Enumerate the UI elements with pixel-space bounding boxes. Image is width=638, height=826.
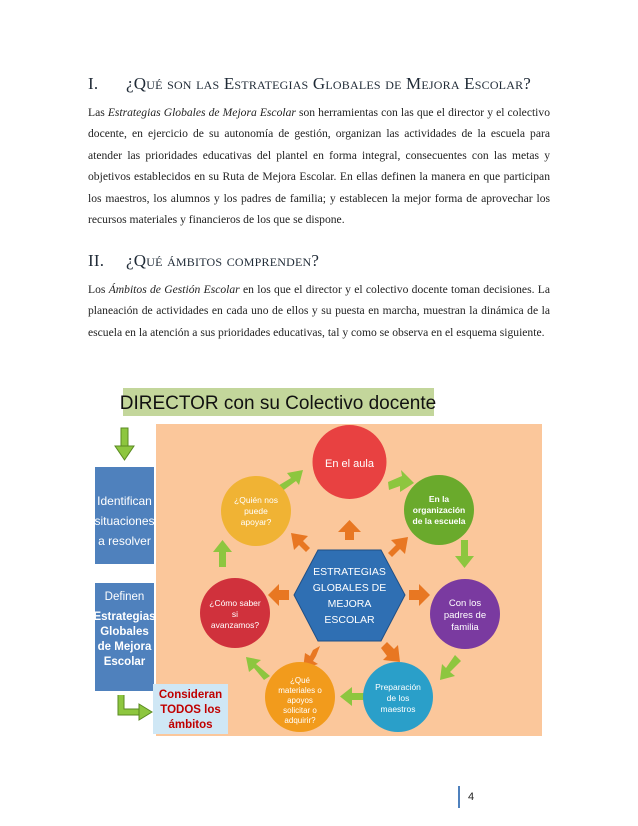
center-line-2: GLOBALES DE: [312, 582, 387, 594]
section-title-2: ¿Qué ámbitos comprenden?: [126, 251, 320, 270]
define-bold-4: Escolar: [103, 656, 146, 668]
center-line-3: MEJORA: [327, 598, 372, 610]
node-maestros: [363, 662, 433, 732]
node-en-el-aula: [313, 425, 387, 499]
para1-italic: Estrategias Globales de Mejora Escolar: [107, 106, 296, 119]
node-org-line-2: organización: [412, 505, 466, 515]
para2-post: en los que el director y el colectivo docente toman decisiones. La planeación de actividades en cada uno de ellos y su puesta en marcha, muestran la dinámica de la escuela en la atención a sus prioridades educativas, tal y como se observa en el esquema siguiente.: [88, 283, 551, 339]
node-padres: [430, 579, 500, 649]
node-padres-line-2: padres de: [443, 610, 487, 621]
para2-pre: Los: [88, 283, 109, 296]
node-avanzamos-line-1: ¿Cómo saber: [209, 598, 261, 608]
para2-italic: Ámbitos de Gestión Escolar: [108, 283, 240, 296]
top-banner-text: DIRECTOR con su Colectivo docente: [119, 393, 437, 414]
center-hexagon: [294, 550, 405, 641]
consider-line-1: Consideran: [158, 689, 223, 701]
define-bold-2: Globales: [100, 626, 149, 638]
node-materiales-line-1: ¿Qué: [289, 676, 311, 685]
section-number-2: II.: [88, 251, 105, 270]
node-org-line-1: En la: [428, 494, 450, 504]
down-arrow-icon: [115, 428, 134, 460]
section-title-1: ¿Qué son las Estrategias Globales de Mejora Escolar?: [126, 74, 532, 93]
define-bold-1: Estrategias: [93, 611, 156, 623]
center-line-1: ESTRATEGIAS: [313, 566, 386, 578]
node-org-line-3: de la escuela: [412, 516, 466, 526]
node-padres-line-1: Con los: [448, 598, 482, 609]
para1-post: son herramientas con las que el director y el colectivo docente, en ejercicio de su autonomía de gestión, organizan las actividades de la escuela para atender las prioridades educativas del plantel en forma integral, consecuentes con las metas y objetivos establecidos en su Ruta de Mejora Escolar. En ellas definen la manera en que participan los maestros, los alumnos y los padres de familia; y establecen la mejor forma de aprovechar los recursos materiales y financieros de los que se dispone.: [88, 106, 550, 227]
section-number-1: I.: [88, 74, 99, 93]
para1-pre: Las: [88, 106, 108, 119]
node-avanzamos: [200, 578, 270, 648]
consider-line-2: TODOS los: [160, 704, 221, 716]
node-maestros-line-1: Preparación: [375, 682, 421, 692]
identify-line-3: a resolver: [98, 534, 151, 548]
node-quien-line-1: ¿Quién nos: [234, 495, 278, 505]
page-number: 4: [458, 786, 474, 808]
consider-line-3: ámbitos: [168, 719, 213, 731]
node-materiales-line-4: solicitar o: [283, 706, 317, 715]
define-title: Definen: [104, 591, 145, 603]
identify-line-2: situaciones: [94, 514, 155, 528]
identify-line-1: Identifican: [97, 494, 152, 508]
node-padres-line-3: familia: [451, 622, 479, 633]
node-aula-line-1: En el aula: [325, 458, 374, 470]
node-materiales: [265, 662, 335, 732]
node-materiales-line-5: adquirir?: [284, 716, 316, 725]
node-organizacion: [404, 475, 474, 545]
node-materiales-line-3: apoyos: [287, 696, 313, 705]
node-quien-line-3: apoyar?: [240, 517, 272, 527]
center-line-4: ESCOLAR: [324, 614, 375, 626]
define-bold-3: de Mejora: [97, 641, 152, 653]
node-quien-apoya: [221, 476, 291, 546]
node-quien-line-2: puede: [244, 506, 268, 516]
node-avanzamos-line-3: avanzamos?: [210, 620, 260, 630]
node-materiales-line-2: materiales o: [278, 686, 322, 695]
bent-arrow-icon: [121, 695, 152, 720]
node-maestros-line-3: maestros: [380, 704, 416, 714]
node-avanzamos-line-2: si: [231, 609, 239, 619]
node-maestros-line-2: de los: [386, 693, 410, 703]
